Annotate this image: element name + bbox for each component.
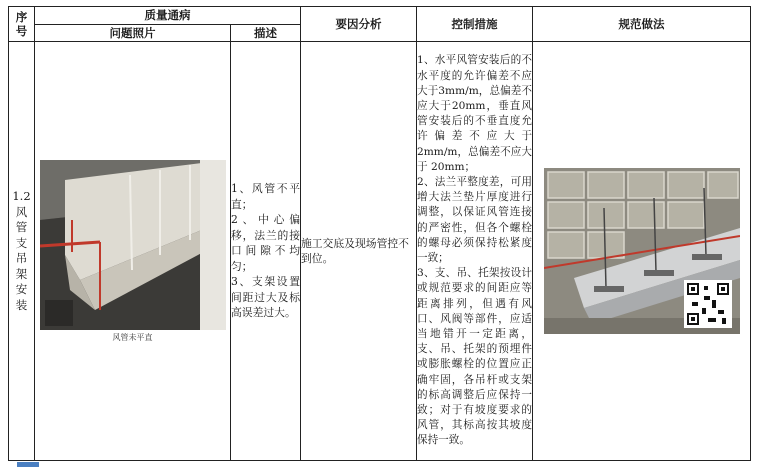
control-measures-cell: 1、水平风管安装后的不水平度的允许偏差不应大于3mm/m，总偏差不应大于20mm，垂直风管安装后的不垂直度允许偏差不应大于2mm/m，总偏差不应大于 20mm； 2、法兰平整度差，可用增大法兰垫片厚度进行调整，以保证风管连接的严密性，但各个螺栓的螺母必须保持松紧度一致； 3、支、吊、托架按设计或规范要求的间距应等距离排列，但遇有风口、风阀等部件，应适当地错开一定距离，支、吊、托架的预埋件或膨胀螺栓的位置应正确牢固，各吊杆或支架的标高调整后应保持一致；对于有坡度要求的风管，其标高按其坡度保持一致。 bbox=[417, 42, 533, 461]
cause-analysis-cell: 施工交底及现场管控不到位。 bbox=[301, 42, 417, 461]
header-description: 描述 bbox=[231, 25, 301, 42]
description-cell: 1、风管不平直； 2、中心偏移，法兰的接口间隙不均匀； 3、支架设置间距过大及标高误差过大。 bbox=[231, 42, 301, 461]
header-issue-photo: 问题照片 bbox=[35, 25, 231, 42]
issue-photo bbox=[40, 160, 226, 330]
standard-practice-cell bbox=[533, 42, 751, 461]
header-quality-issue: 质量通病 bbox=[35, 7, 301, 25]
header-cause-analysis: 要因分析 bbox=[301, 7, 417, 42]
header-control-measures: 控制措施 bbox=[417, 7, 533, 42]
header-seq: 序 号 bbox=[9, 7, 35, 42]
quality-issue-table bbox=[8, 6, 751, 461]
issue-photo-cell bbox=[35, 42, 231, 461]
standard-photo bbox=[544, 168, 740, 334]
row-seq: 1.2 风 管 支 吊 架 安 装 bbox=[9, 42, 35, 461]
photo-caption: 风管未平直 bbox=[112, 332, 153, 342]
page-corner-mark bbox=[17, 462, 39, 467]
header-standard-practice: 规范做法 bbox=[533, 7, 751, 42]
